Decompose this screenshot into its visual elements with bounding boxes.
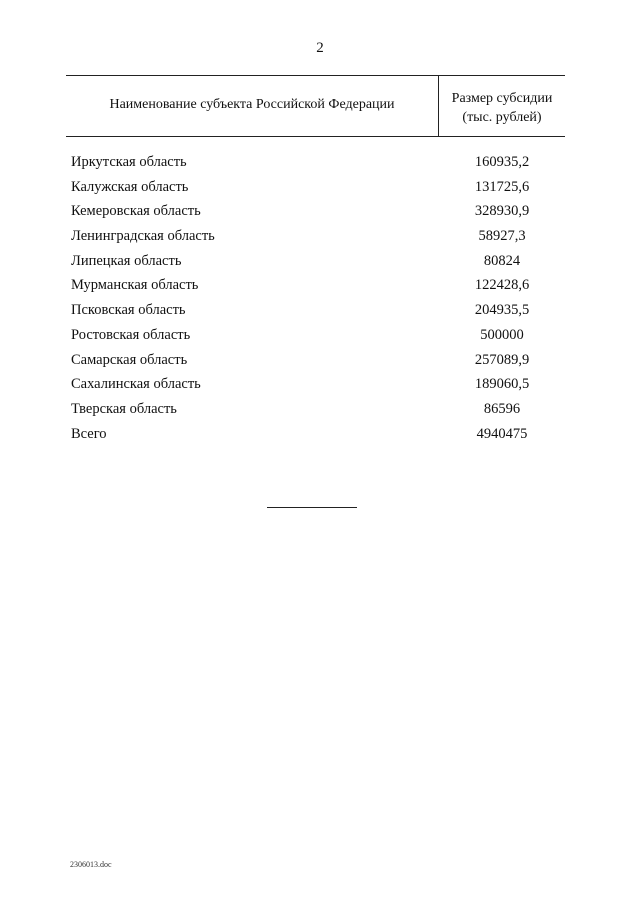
row-subject-name: Калужская область bbox=[71, 178, 189, 195]
table-row bbox=[0, 179, 640, 204]
table-row bbox=[0, 327, 640, 352]
table-row bbox=[0, 228, 640, 253]
row-total-amount: 4940475 bbox=[476, 425, 528, 442]
row-subject-name: Иркутская область bbox=[71, 154, 187, 170]
row-subsidy-amount: 160935,2 bbox=[474, 154, 530, 170]
table-body bbox=[0, 154, 640, 450]
page-number: 2 bbox=[316, 40, 324, 56]
table-top-rule bbox=[66, 75, 565, 76]
row-subsidy-amount: 257089,9 bbox=[474, 351, 530, 368]
row-subject-name: Самарская область bbox=[71, 351, 188, 368]
row-subsidy-amount: 204935,5 bbox=[474, 302, 530, 319]
table-header-bottom-rule bbox=[66, 136, 565, 137]
end-of-document-rule bbox=[267, 507, 357, 508]
table-row bbox=[0, 203, 640, 228]
row-subject-name: Мурманская область bbox=[71, 277, 199, 294]
row-subsidy-amount: 122428,6 bbox=[474, 277, 530, 294]
table-row bbox=[0, 401, 640, 426]
row-subsidy-amount: 58927,3 bbox=[478, 228, 526, 245]
column-header-subsidy-amount-line1: Размер субсидии bbox=[451, 91, 553, 106]
row-subsidy-amount: 189060,5 bbox=[474, 376, 530, 393]
table-row bbox=[0, 352, 640, 377]
table-row bbox=[0, 376, 640, 401]
row-total-label: Всего bbox=[71, 425, 107, 442]
row-subject-name: Ростовская область bbox=[71, 326, 191, 343]
column-header-subsidy-amount-line2: (тыс. рублей) bbox=[462, 110, 542, 125]
table-row bbox=[0, 253, 640, 278]
row-subject-name: Кемеровская область bbox=[71, 203, 201, 220]
column-header-subject-name: Наименование субъекта Российской Федерации bbox=[109, 97, 395, 112]
row-subject-name: Сахалинская область bbox=[71, 376, 201, 393]
column-header-subsidy-amount bbox=[439, 89, 565, 127]
table-row-total bbox=[0, 426, 640, 451]
row-subsidy-amount: 328930,9 bbox=[474, 203, 530, 220]
row-subject-name: Липецкая область bbox=[71, 252, 182, 269]
table-row bbox=[0, 277, 640, 302]
row-subsidy-amount: 500000 bbox=[480, 326, 524, 343]
row-subsidy-amount: 80824 bbox=[483, 252, 521, 269]
table-row bbox=[0, 302, 640, 327]
row-subject-name: Псковская область bbox=[71, 302, 186, 319]
row-subject-name: Ленинградская область bbox=[71, 228, 215, 245]
row-subject-name: Тверская область bbox=[71, 400, 177, 417]
footer-filename: 2306013.doc bbox=[70, 860, 112, 869]
table-row bbox=[0, 154, 640, 179]
row-subsidy-amount: 131725,6 bbox=[474, 178, 530, 195]
row-subsidy-amount: 86596 bbox=[483, 400, 521, 417]
